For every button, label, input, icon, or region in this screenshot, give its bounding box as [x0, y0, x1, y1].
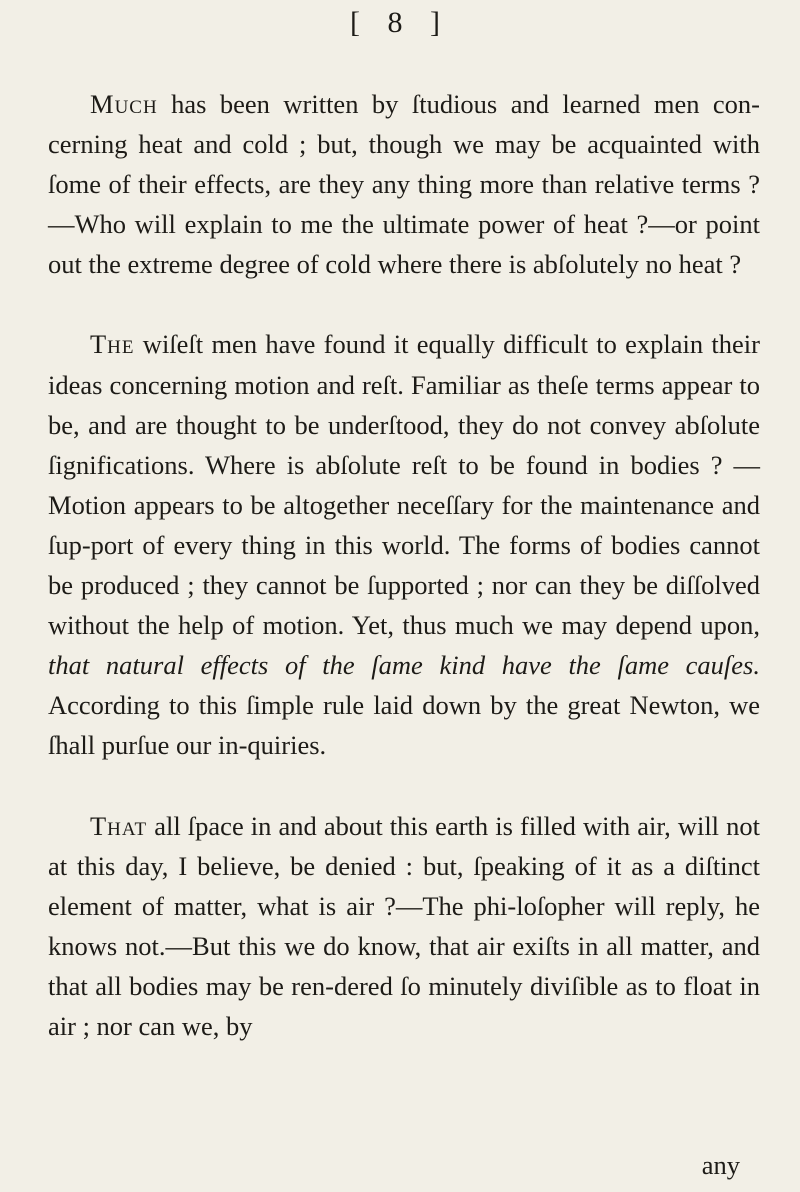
- paragraph-2-italic: that natural effects of the ſame kind have the ſame cauſes.: [48, 650, 760, 681]
- paragraph-3: [48, 806, 760, 1047]
- page-number: [ 8 ]: [350, 6, 450, 39]
- paragraph-1-lead: Much: [90, 89, 158, 119]
- paragraph-2-text-b: According to this ſimple rule laid down by the great Newton, we ſhall purſue our in-quiries.: [48, 690, 760, 761]
- paragraph-1-text: has been written by ſtudious and learned men con-cerning heat and cold ; but, though we may be acquainted with ſome of their effects, are they any thing more than relative terms ?—Who will explain to me the ultimate power of heat ?—or point out the extreme degree of cold where there is abſolutely no heat ?: [48, 89, 760, 280]
- paragraph-2: [48, 324, 760, 765]
- paragraph-1: [48, 84, 760, 284]
- paragraph-3-lead: That: [90, 810, 148, 841]
- catchword: any: [701, 1150, 740, 1180]
- body-text: [48, 84, 760, 1046]
- paragraph-2-lead: The: [90, 329, 135, 360]
- paragraph-2-text-a: wiſeſt men have found it equally difficult to explain their ideas concerning motion and reſt. Familiar as theſe terms appear to be, and are thought to be underſtood, they do not convey abſolute ſignifications. Where is abſolute reſt to be found in bodies ? — Motion appears to be altogether neceſſary for the maintenance and ſup-port of every thing in this world. The forms of bodies cannot be produced ; they cannot be ſupported ; nor can they be diſſolved without the help of motion. Yet, thus much we may depend upon,: [48, 329, 760, 641]
- paragraph-3-text: all ſpace in and about this earth is filled with air, will not at this day, I believe, be denied : but, ſpeaking of it as a diſtinct element of matter, what is air ?—The phi-loſopher will reply, he knows not.—But this we do know, that air exiſts in all matter, and that all bodies may be ren-dered ſo minutely diviſible as to float in air ; nor can we, by: [48, 810, 760, 1041]
